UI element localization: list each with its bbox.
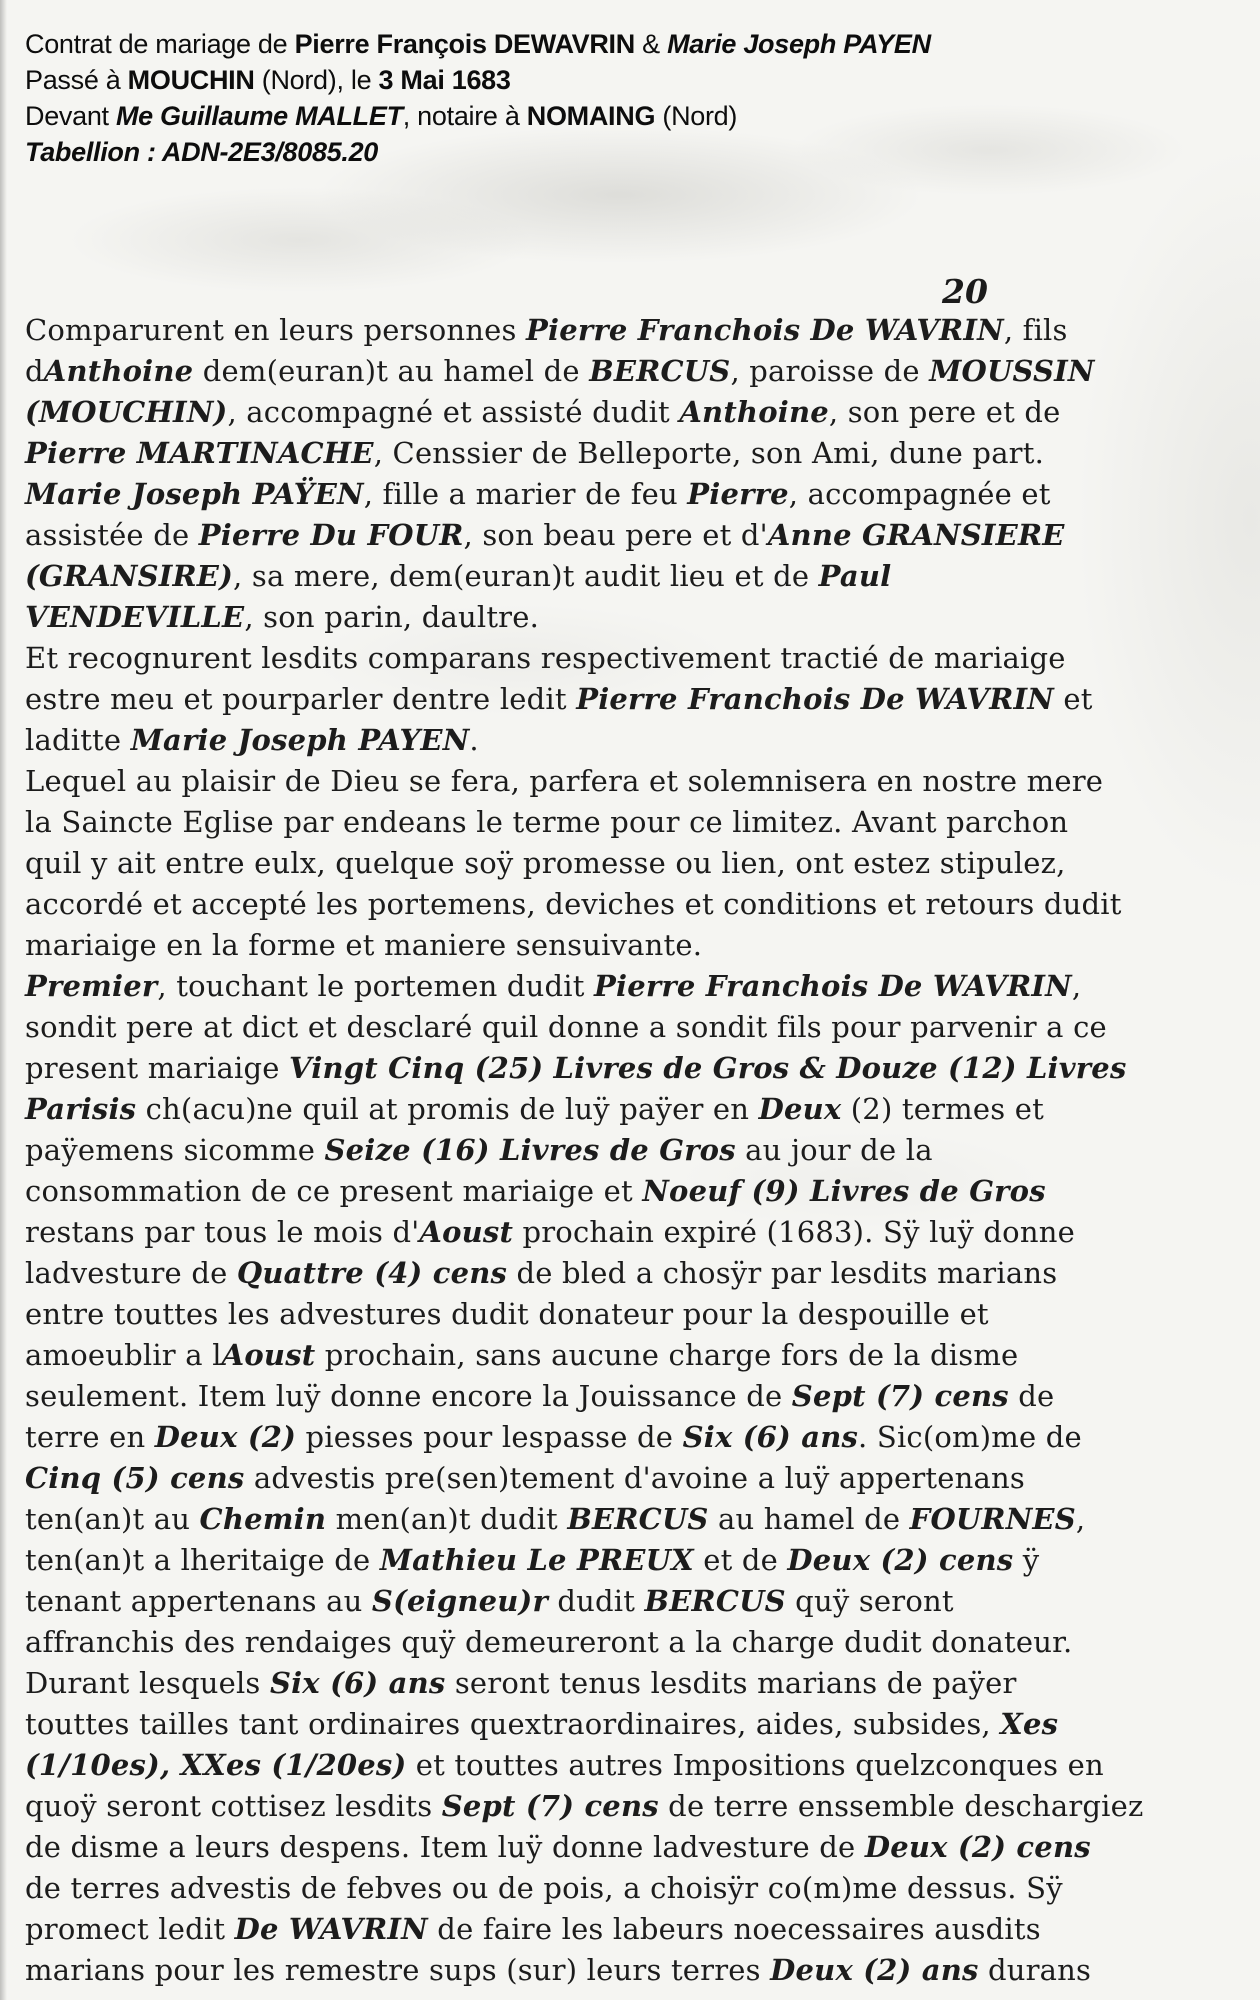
text-segment: Premier: [25, 969, 158, 1003]
text-segment: piesses pour lespasse de: [296, 1420, 683, 1454]
text-line: [25, 1376, 1242, 1417]
text-segment: ,: [1071, 969, 1082, 1003]
text-segment: , son pere et de: [828, 395, 1061, 429]
text-segment: De WAVRIN: [234, 1912, 428, 1946]
text-line: [25, 1130, 1242, 1171]
text-segment: paÿemens sicomme: [25, 1133, 325, 1167]
text-segment: terre en: [25, 1420, 155, 1454]
text-segment: de disme a leurs despens. Item luÿ donne ladvesture de: [25, 1830, 865, 1864]
text-line: [25, 1909, 1242, 1950]
text-segment: consommation de ce present mariaige et: [25, 1174, 643, 1208]
text-segment: de faire les labeurs noecessaires ausdits: [427, 1912, 1041, 1946]
text-segment: et: [1054, 682, 1093, 716]
text-line: [25, 884, 1242, 925]
text-segment: , fils: [1003, 313, 1068, 347]
text-segment: (2) termes et: [841, 1092, 1044, 1126]
text-segment: accordé et accepté les portemens, deviches et conditions et retours dudit: [25, 887, 1122, 921]
text-segment: 3 Mai 1683: [378, 65, 511, 95]
text-line: [25, 134, 1240, 170]
text-line: [25, 1335, 1242, 1376]
text-segment: Deux: [758, 1092, 842, 1126]
text-line: [25, 597, 1242, 638]
text-segment: quil y ait entre eulx, quelque soÿ promesse ou lien, ont estez stipulez,: [25, 846, 1066, 880]
text-segment: prochain, sans aucune charge fors de la disme: [315, 1338, 1019, 1372]
text-segment: de terre enssemble deschargiez: [658, 1789, 1144, 1823]
text-segment: et touttes autres Impositions quelzconques en: [406, 1748, 1104, 1782]
text-line: [25, 1458, 1242, 1499]
body-text: [25, 310, 1242, 1991]
text-segment: de bled a chosÿr par lesdits marians: [507, 1256, 1058, 1290]
text-segment: Pierre Franchois De WAVRIN: [594, 969, 1072, 1003]
text-segment: Pierre: [687, 477, 789, 511]
text-segment: Seize (16) Livres de Gros: [324, 1133, 736, 1167]
text-segment: Et recognurent lesdits comparans respectivement tractié de mariaige: [25, 641, 1066, 675]
text-segment: Contrat de mariage de: [25, 29, 295, 59]
document-header: [25, 26, 1240, 170]
text-segment: Xes: [1000, 1707, 1059, 1741]
text-segment: prochain expiré (1683). Sÿ luÿ donne: [513, 1215, 1075, 1249]
text-segment: Deux (2) cens: [864, 1830, 1091, 1864]
text-segment: Six (6) ans: [269, 1666, 446, 1700]
text-segment: Mathieu Le PREUX: [379, 1543, 694, 1577]
text-line: [25, 1622, 1242, 1663]
text-line: [25, 1007, 1242, 1048]
text-segment: marians pour les remestre sups (sur) leurs terres: [25, 1953, 771, 1987]
text-segment: , accompagné et assisté dudit: [227, 395, 680, 429]
text-line: [25, 98, 1240, 134]
text-segment: , Censsier de Belleporte, son Ami, dune part.: [373, 436, 1045, 470]
text-segment: Aoust: [221, 1338, 316, 1372]
text-segment: , son parin, daultre.: [244, 600, 540, 634]
text-line: [25, 26, 1240, 62]
text-segment: au hamel de: [708, 1502, 910, 1536]
text-line: [25, 310, 1242, 351]
text-segment: Noeuf (9) Livres de Gros: [642, 1174, 1046, 1208]
text-segment: , notaire à: [402, 101, 527, 131]
text-line: [25, 515, 1242, 556]
text-segment: Chemin: [199, 1502, 327, 1536]
text-line: [25, 1089, 1242, 1130]
text-segment: MOUCHIN: [127, 65, 255, 95]
text-segment: MOUSSIN: [929, 354, 1095, 388]
text-line: [25, 392, 1242, 433]
text-segment: sondit pere at dict et desclaré quil donne a sondit fils pour parvenir a ce: [25, 1010, 1107, 1044]
text-segment: Pierre MARTINACHE: [25, 436, 374, 470]
text-segment: dudit: [547, 1584, 645, 1618]
text-segment: Deux (2): [154, 1420, 297, 1454]
text-segment: au jour de la: [735, 1133, 933, 1167]
text-line: [25, 1704, 1242, 1745]
text-segment: BERCUS: [644, 1584, 786, 1618]
text-segment: touttes tailles tant ordinaires quextraordinaires, aides, subsides,: [25, 1707, 1001, 1741]
text-segment: et de: [693, 1543, 788, 1577]
text-segment: ladvesture de: [25, 1256, 237, 1290]
text-segment: Deux (2) cens: [787, 1543, 1014, 1577]
text-line: [25, 1827, 1242, 1868]
text-segment: Sept (7) cens: [791, 1379, 1009, 1413]
text-segment: , son beau pere et d': [463, 518, 768, 552]
text-segment: seulement. Item luÿ donne encore la Jouissance de: [25, 1379, 792, 1413]
text-segment: la Saincte Eglise par endeans le terme pour ce limitez. Avant parchon: [25, 805, 1069, 839]
text-segment: (1/10es), XXes (1/20es): [25, 1748, 407, 1782]
text-line: [25, 62, 1240, 98]
page-number: 20: [942, 272, 988, 311]
text-segment: ten(an)t au: [25, 1502, 200, 1536]
text-segment: BERCUS: [589, 354, 731, 388]
text-line: [25, 720, 1242, 761]
text-segment: Deux (2) ans: [770, 1953, 979, 1987]
text-segment: S(eigneu)r: [371, 1584, 548, 1618]
text-segment: , touchant le portemen dudit: [157, 969, 595, 1003]
text-segment: Passé à: [25, 65, 128, 95]
text-segment: quoÿ seront cottisez lesdits: [25, 1789, 442, 1823]
text-segment: (Nord): [655, 101, 738, 131]
text-segment: Pierre Franchois De WAVRIN: [526, 313, 1004, 347]
text-segment: Me Guillaume MALLET: [115, 101, 403, 131]
text-segment: .: [469, 723, 479, 757]
text-segment: (GRANSIRE): [25, 559, 234, 593]
text-segment: tenant appertenans au: [25, 1584, 372, 1618]
text-segment: Anthoine: [43, 354, 194, 388]
text-line: [25, 1581, 1242, 1622]
text-line: [25, 1212, 1242, 1253]
text-segment: estre meu et pourparler dentre ledit: [25, 682, 577, 716]
text-line: [25, 1663, 1242, 1704]
text-segment: Pierre Du FOUR: [198, 518, 464, 552]
text-segment: Anne GRANSIERE: [767, 518, 1065, 552]
text-line: [25, 1048, 1242, 1089]
text-segment: Marie Joseph PAYEN: [130, 723, 470, 757]
text-segment: Vingt Cinq (25) Livres de Gros & Douze (12) Livres: [289, 1051, 1127, 1085]
text-segment: seront tenus lesdits marians de paÿer: [445, 1666, 1017, 1700]
text-segment: Anthoine: [679, 395, 829, 429]
text-segment: Comparurent en leurs personnes: [25, 313, 526, 347]
text-segment: ,: [1075, 1502, 1086, 1536]
text-segment: d: [25, 354, 44, 388]
text-segment: Devant: [25, 101, 116, 131]
text-line: [25, 1417, 1242, 1458]
text-segment: promect ledit: [25, 1912, 235, 1946]
text-segment: durans: [978, 1953, 1092, 1987]
text-segment: Lequel au plaisir de Dieu se fera, parfera et solemnisera en nostre mere: [25, 764, 1104, 798]
text-line: [25, 1745, 1242, 1786]
text-segment: &: [634, 29, 668, 59]
text-line: [25, 925, 1242, 966]
text-segment: . Sic(om)me de: [858, 1420, 1082, 1454]
text-segment: de terres advestis de febves ou de pois, a choisÿr co(m)me dessus. Sÿ: [25, 1871, 1063, 1905]
text-segment: ÿ: [1013, 1543, 1040, 1577]
text-segment: men(an)t dudit: [326, 1502, 568, 1536]
text-segment: (MOUCHIN): [25, 395, 228, 429]
text-segment: Durant lesquels: [25, 1666, 270, 1700]
text-line: [25, 802, 1242, 843]
text-line: [25, 1540, 1242, 1581]
text-segment: Marie Joseph PAYEN: [667, 29, 931, 59]
text-segment: ten(an)t a lheritaige de: [25, 1543, 380, 1577]
text-segment: Aoust: [419, 1215, 514, 1249]
text-segment: present mariaige: [25, 1051, 290, 1085]
text-line: [25, 433, 1242, 474]
text-line: [25, 679, 1242, 720]
text-segment: Pierre François DEWAVRIN: [294, 29, 635, 59]
text-segment: affranchis des rendaiges quÿ demeureront a la charge dudit donateur.: [25, 1625, 1073, 1659]
text-line: [25, 556, 1242, 597]
text-segment: , accompagnée et: [788, 477, 1051, 511]
text-segment: BERCUS: [567, 1502, 709, 1536]
text-segment: quÿ seront: [785, 1584, 954, 1618]
text-segment: amoeublir a l: [25, 1338, 222, 1372]
text-line: [25, 966, 1242, 1007]
text-segment: de: [1008, 1379, 1055, 1413]
text-segment: VENDEVILLE: [25, 600, 245, 634]
text-segment: (Nord), le: [254, 65, 379, 95]
text-segment: dem(euran)t au hamel de: [193, 354, 590, 388]
text-line: [25, 1868, 1242, 1909]
text-segment: Quattre (4) cens: [236, 1256, 508, 1290]
text-segment: Paul: [818, 559, 892, 593]
text-segment: mariaige en la forme et maniere sensuivante.: [25, 928, 703, 962]
text-line: [25, 1499, 1242, 1540]
text-segment: Parisis: [25, 1092, 137, 1126]
text-line: [25, 474, 1242, 515]
text-line: [25, 761, 1242, 802]
text-segment: FOURNES: [909, 1502, 1076, 1536]
text-segment: NOMAING: [526, 101, 656, 131]
text-segment: Marie Joseph PAŸEN: [25, 477, 364, 511]
text-segment: Cinq (5) cens: [25, 1461, 245, 1495]
text-line: [25, 1294, 1242, 1335]
text-segment: ch(acu)ne quil at promis de luÿ paÿer en: [136, 1092, 759, 1126]
text-line: [25, 843, 1242, 884]
text-line: [25, 1253, 1242, 1294]
text-line: [25, 1786, 1242, 1827]
text-segment: assistée de: [25, 518, 199, 552]
text-line: [25, 351, 1242, 392]
text-segment: , fille a marier de feu: [363, 477, 688, 511]
text-segment: , sa mere, dem(euran)t audit lieu et de: [233, 559, 819, 593]
text-segment: Six (6) ans: [682, 1420, 859, 1454]
text-segment: Tabellion : ADN-2E3/8085.20: [25, 137, 379, 167]
text-segment: , paroisse de: [730, 354, 930, 388]
text-segment: Pierre Franchois De WAVRIN: [576, 682, 1054, 716]
text-line: [25, 638, 1242, 679]
text-line: [25, 1171, 1242, 1212]
text-segment: Sept (7) cens: [441, 1789, 659, 1823]
text-line: [25, 1950, 1242, 1991]
text-segment: laditte: [25, 723, 131, 757]
text-segment: advestis pre(sen)tement d'avoine a luÿ appertenans: [244, 1461, 1025, 1495]
text-segment: entre touttes les advestures dudit donateur pour la despouille et: [25, 1297, 989, 1331]
text-segment: restans par tous le mois d': [25, 1215, 420, 1249]
